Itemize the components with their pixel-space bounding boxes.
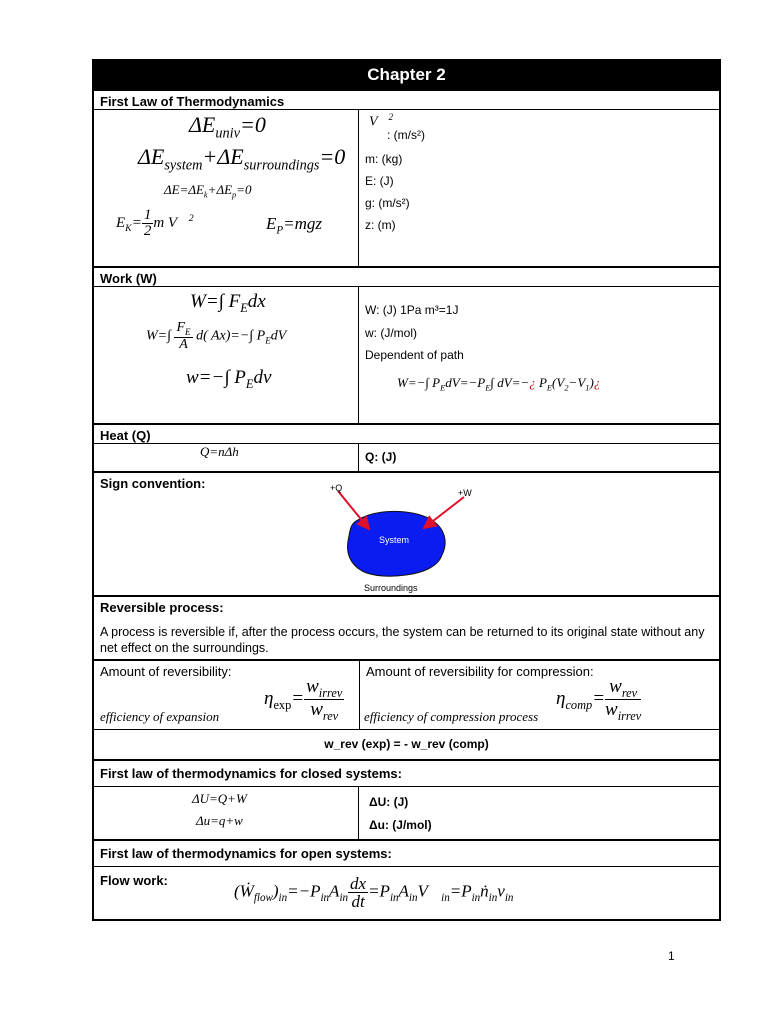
work-label: +W bbox=[458, 488, 472, 498]
compression-caption: efficiency of compression process bbox=[364, 709, 539, 724]
unit-molar-internal-energy: Δu: (J/mol) bbox=[369, 818, 432, 832]
velocity-symbol: V⃗$^2$ bbox=[369, 112, 393, 130]
chapter-title: Chapter 2 bbox=[94, 61, 719, 89]
formula-sheet bbox=[92, 59, 721, 921]
unit-height: z: (m) bbox=[365, 218, 396, 232]
compression-heading: Amount of reversibility for compression: bbox=[366, 664, 594, 679]
eq-work-force: W=∫ $F_Edx$ bbox=[190, 291, 266, 315]
unit-gravity: g: (m/s²) bbox=[365, 196, 410, 210]
reversible-definition: A process is reversible if, after the process occurs, the system can be returned to its original state without any net effect on the surroundings. bbox=[100, 625, 705, 655]
unit-molar-work: w: (J/mol) bbox=[365, 326, 417, 340]
reversible-work-relation: w_rev (exp) = - w_rev (comp) bbox=[324, 737, 489, 751]
eq-kinetic: $E_K=$ $\frac{1}{2}$ m V⃗$^2$ bbox=[116, 207, 194, 239]
eq-work-molar: w=−∫ $P_Edv$ bbox=[186, 367, 272, 391]
unit-energy: E: (J) bbox=[365, 174, 394, 188]
sign-convention-diagram bbox=[94, 473, 719, 595]
eq-heat: Q=nΔh bbox=[200, 444, 239, 459]
eq-energy-parts: $\Delta E=\Delta E_k+\Delta E_p=0$ bbox=[164, 182, 252, 200]
eq-work-pressure: W=∫ $\frac{F_E}{A}$ d( Ax)=−∫ $P_EdV$ bbox=[146, 320, 287, 352]
section-reversible bbox=[94, 595, 719, 659]
expansion-caption: efficiency of expansion bbox=[100, 709, 220, 724]
section-first-law bbox=[94, 89, 719, 266]
unit-mass: m: (kg) bbox=[365, 152, 403, 166]
section-reversibility-amount bbox=[94, 659, 719, 729]
page-number: 1 bbox=[668, 949, 675, 963]
unit-internal-energy: ΔU: (J) bbox=[369, 795, 409, 809]
eq-efficiency-expansion: $\eta_{exp}=$ $\frac{w_{irrev}}{w_{rev}}$ bbox=[264, 676, 343, 723]
eq-closed-total: ΔU=Q+W bbox=[192, 791, 247, 806]
section-heading: First law of thermodynamics for open systems: bbox=[100, 846, 392, 861]
section-closed-systems bbox=[94, 759, 719, 839]
surroundings-label: Surroundings bbox=[364, 583, 418, 593]
section-heat bbox=[94, 423, 719, 471]
section-work bbox=[94, 266, 719, 423]
section-heading: Work (W) bbox=[100, 271, 157, 286]
section-sign-convention bbox=[94, 471, 719, 595]
flow-work-heading: Flow work: bbox=[100, 873, 168, 888]
unit-heat: Q: (J) bbox=[365, 450, 397, 464]
work-arrow bbox=[424, 497, 464, 528]
path-dependence-note: Dependent of path bbox=[365, 348, 464, 362]
section-heading: Sign convention: bbox=[100, 476, 206, 491]
section-open-systems bbox=[94, 839, 719, 919]
eq-flow-work: $(Ẇ_{flow})_{in}=-P_{in}A_{in}$ $\frac{dx}{dt}$ $=P_{in}A_{in}V⃗_{in}=P_{in}ṅ_{in}v_{in}$ bbox=[234, 874, 514, 911]
section-heading: Reversible process: bbox=[100, 600, 224, 615]
eq-efficiency-compression: $\eta_{comp}=$ $\frac{w_{rev}}{w_{irrev}}$ bbox=[556, 676, 642, 723]
eq-closed-molar: Δu=q+w bbox=[196, 813, 243, 828]
section-heading: Heat (Q) bbox=[100, 428, 151, 443]
section-heading: First law of thermodynamics for closed systems: bbox=[100, 766, 402, 781]
section-heading: First Law of Thermodynamics bbox=[100, 94, 285, 109]
unit-work: W: (J) 1Pa m³=1J bbox=[365, 303, 459, 317]
expansion-heading: Amount of reversibility: bbox=[100, 664, 232, 679]
heat-label: +Q bbox=[330, 483, 343, 493]
unit-velocity: : (m/s²) bbox=[387, 128, 425, 142]
eq-work-constant-pressure: W=−∫ $P_EdV=-P_E\int$ dV=−¿ $P_E(V_2-V_1)¿$ bbox=[397, 375, 601, 393]
eq-potential: $E_P=mgz$ bbox=[266, 214, 323, 237]
reversible-work-relation-row bbox=[94, 729, 719, 759]
eq-univ: $\Delta E_{univ}=0$ bbox=[189, 112, 266, 142]
eq-system-surroundings: $\Delta E_{system}+\Delta E_{surroundings}=0$ bbox=[138, 144, 346, 174]
system-label: System bbox=[379, 535, 410, 545]
